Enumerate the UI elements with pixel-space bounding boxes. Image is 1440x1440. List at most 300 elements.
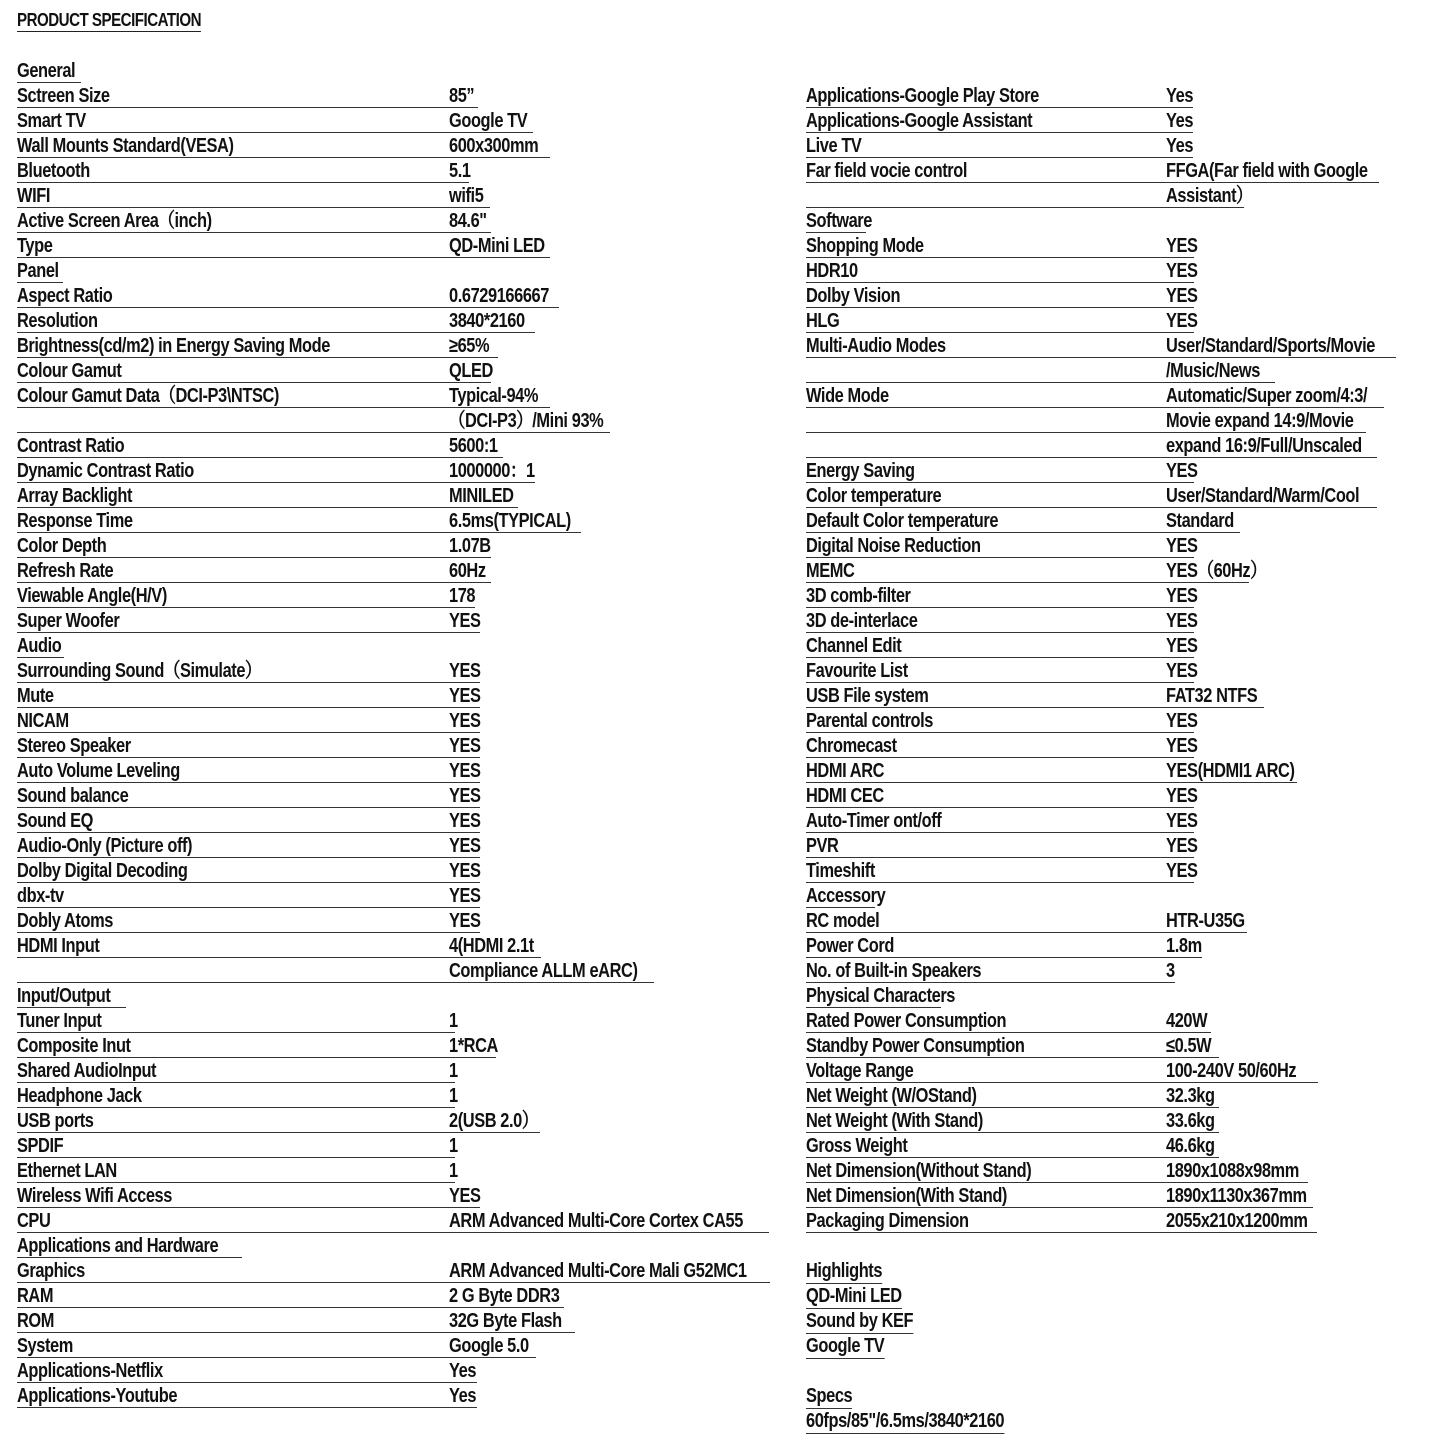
spec-row: [17, 109, 777, 134]
spec-row: [17, 534, 777, 559]
spec-value: 4(HDMI 2.1t: [449, 935, 534, 957]
spec-row: [806, 384, 1426, 409]
spec-value: QLED: [449, 360, 493, 382]
spec-label: Resolution: [17, 310, 98, 332]
section-heading: [17, 59, 777, 84]
spec-value: Yes: [1166, 85, 1194, 107]
spec-row: [17, 1134, 777, 1159]
spec-label: Viewable Angle(H/V): [17, 585, 167, 607]
spec-label: Dolby Digital Decoding: [17, 860, 188, 882]
spec-label: Response Time: [17, 510, 133, 532]
spec-row: [17, 284, 777, 309]
spec-label: Sound EQ: [17, 810, 93, 832]
highlight-line: [806, 1284, 1426, 1309]
highlight-text: Highlights: [806, 1260, 883, 1282]
spec-row: [806, 859, 1426, 884]
spec-value: ARM Advanced Multi-Core Cortex CA55: [449, 1210, 743, 1232]
row-underline: [806, 282, 1194, 283]
spec-row: [17, 759, 777, 784]
spec-label: Chromecast: [806, 735, 897, 757]
spec-label: HDMI CEC: [806, 785, 884, 807]
spec-label: Brightness(cd/m2) in Energy Saving Mode: [17, 335, 330, 357]
spec-value: FAT32 NTFS: [1166, 685, 1258, 707]
spec-row: [806, 1084, 1426, 1109]
spec-row: [17, 1034, 777, 1059]
spec-row: [806, 759, 1426, 784]
spec-value: MINILED: [449, 485, 514, 507]
spec-row: [806, 584, 1426, 609]
spec-row: [17, 434, 777, 459]
spec-value: 33.6kg: [1166, 1110, 1215, 1132]
section-title: Software: [806, 210, 872, 232]
spec-value: YES: [1166, 235, 1198, 257]
spec-label: Ethernet LAN: [17, 1160, 117, 1182]
row-underline: [806, 857, 1194, 858]
spec-value: ≤0.5W: [1166, 1035, 1212, 1057]
spec-value: 2 G Byte DDR3: [449, 1285, 560, 1307]
spec-label: Far field vocie control: [806, 160, 967, 182]
highlight-text: QD-Mini LED: [806, 1285, 902, 1307]
spec-row: [17, 559, 777, 584]
spec-label: Applications-Google Play Store: [806, 85, 1039, 107]
spec-column-left: [17, 59, 777, 1409]
spec-label: Rated Power Consumption: [806, 1010, 1007, 1032]
section-heading: [17, 984, 777, 1009]
spec-label: NICAM: [17, 710, 69, 732]
spec-value: 6.5ms(TYPICAL): [449, 510, 571, 532]
spec-label: Net Weight (W/OStand): [806, 1085, 977, 1107]
spec-value: 1.8m: [1166, 935, 1202, 957]
spec-row: [806, 1209, 1426, 1234]
spec-value: YES: [1166, 860, 1198, 882]
spec-label: Timeshift: [806, 860, 875, 882]
highlight-text: Sound by KEF: [806, 1310, 914, 1332]
spec-row: [17, 134, 777, 159]
spec-row: [17, 209, 777, 234]
spec-row: [806, 409, 1426, 434]
spec-row: [17, 1334, 777, 1359]
spec-value: 100-240V 50/60Hz: [1166, 1060, 1297, 1082]
spec-row: [17, 859, 777, 884]
spec-label: HLG: [806, 310, 840, 332]
spec-value: 0.6729166667: [449, 285, 549, 307]
spec-row: [17, 334, 777, 359]
spec-value: 2(USB 2.0）: [449, 1110, 538, 1132]
spec-label: HDR10: [806, 260, 858, 282]
spec-label: Digital Noise Reduction: [806, 535, 981, 557]
spec-value: YES: [1166, 660, 1198, 682]
spec-value: User/Standard/Sports/Movie: [1166, 335, 1375, 357]
spec-row: [17, 1309, 777, 1334]
spec-row: [806, 1159, 1426, 1184]
spec-row: [17, 184, 777, 209]
spec-row: [806, 659, 1426, 684]
spec-value: YES: [449, 860, 481, 882]
spec-value: 5600:1: [449, 435, 498, 457]
spec-value: YES: [1166, 460, 1198, 482]
spec-value: 420W: [1166, 1010, 1208, 1032]
spec-row: [806, 684, 1426, 709]
spec-row: [17, 459, 777, 484]
spec-label: Auto Volume Leveling: [17, 760, 180, 782]
spec-value: YES: [449, 785, 481, 807]
spacer: [806, 1234, 1426, 1259]
spec-value: YES: [1166, 635, 1198, 657]
spec-row: [17, 1184, 777, 1209]
spec-value: 1: [449, 1060, 458, 1082]
spec-label: Wide Mode: [806, 385, 889, 407]
spec-value: YES: [449, 1185, 481, 1207]
spec-row: [806, 909, 1426, 934]
spec-value: YES: [449, 735, 481, 757]
spec-label: Bluetooth: [17, 160, 90, 182]
spec-label: Sctreen Size: [17, 85, 110, 107]
section-title: Accessory: [806, 885, 886, 907]
spec-value: QD-Mini LED: [449, 235, 545, 257]
section-heading: [17, 634, 777, 659]
spec-value: 32G Byte Flash: [449, 1310, 562, 1332]
spec-value: Google TV: [449, 110, 528, 132]
spec-label: 3D comb-filter: [806, 585, 911, 607]
spec-label: Shopping Mode: [806, 235, 924, 257]
spec-label: Tuner Input: [17, 1010, 102, 1032]
spec-value: 85”: [449, 85, 475, 107]
spec-row: [806, 234, 1426, 259]
spec-row: [806, 259, 1426, 284]
spec-value: YES: [1166, 610, 1198, 632]
spec-value: 60Hz: [449, 560, 486, 582]
spec-value: wifi5: [449, 185, 484, 207]
spec-label: Net Weight (With Stand): [806, 1110, 983, 1132]
spec-row: [806, 784, 1426, 809]
spec-row: [806, 484, 1426, 509]
spec-row: [17, 1259, 777, 1284]
spec-label: Dobly Atoms: [17, 910, 114, 932]
spec-row: [17, 1384, 777, 1409]
spec-label: Composite Inut: [17, 1035, 131, 1057]
spec-row: [806, 509, 1426, 534]
spec-row: [806, 1184, 1426, 1209]
row-underline: [17, 207, 490, 208]
spec-label: Active Screen Area（inch): [17, 210, 212, 232]
spec-label: CPU: [17, 1210, 51, 1232]
spec-row: [806, 434, 1426, 459]
spec-value: Compliance ALLM eARC): [449, 960, 638, 982]
spec-row: [17, 1109, 777, 1134]
spec-value: Google 5.0: [449, 1335, 529, 1357]
spec-row: [17, 734, 777, 759]
spec-row: [806, 809, 1426, 834]
section-title: Audio: [17, 635, 62, 657]
spec-value: 5.1: [449, 160, 471, 182]
spec-value: YES: [1166, 835, 1198, 857]
spec-value: （DCI-P3）/Mini 93%: [449, 410, 604, 432]
spacer: [806, 1359, 1426, 1384]
spec-value: expand 16:9/Full/Unscaled: [1166, 435, 1362, 457]
highlight-line: [806, 1384, 1426, 1409]
spec-label: Color Depth: [17, 535, 107, 557]
spec-value: Yes: [1166, 135, 1194, 157]
spec-row: [17, 234, 777, 259]
row-underline: [806, 157, 1193, 158]
spec-label: MEMC: [806, 560, 855, 582]
spec-value: 1: [449, 1085, 458, 1107]
section-title: Physical Characters: [806, 985, 956, 1007]
spec-value: 1890x1130x367mm: [1166, 1185, 1307, 1207]
spec-label: Auto-Timer ont/off: [806, 810, 942, 832]
spec-value: 1: [449, 1135, 458, 1157]
spec-row: [806, 1009, 1426, 1034]
spec-label: Color temperature: [806, 485, 942, 507]
spec-row: [17, 309, 777, 334]
spec-value: YES: [1166, 310, 1198, 332]
row-underline: [17, 732, 480, 733]
spec-row: [17, 1059, 777, 1084]
spec-row: [806, 609, 1426, 634]
spec-value: /Music/News: [1166, 360, 1260, 382]
spec-label: WIFI: [17, 185, 50, 207]
spec-label: Wireless Wifi Access: [17, 1185, 172, 1207]
spec-value: 2055x210x1200mm: [1166, 1210, 1308, 1232]
spec-row: [806, 459, 1426, 484]
spec-row: [806, 559, 1426, 584]
spec-value: YES: [1166, 810, 1198, 832]
spec-row: [806, 309, 1426, 334]
spec-label: Array Backlight: [17, 485, 133, 507]
section-heading: [806, 884, 1426, 909]
spec-label: Favourite List: [806, 660, 908, 682]
spec-row: [17, 1284, 777, 1309]
spec-label: Parental controls: [806, 710, 934, 732]
spec-row: [806, 334, 1426, 359]
highlight-line: [806, 1259, 1426, 1284]
spec-value: YES: [449, 710, 481, 732]
spec-value: 1000000：1: [449, 460, 535, 482]
spec-value: HTR-U35G: [1166, 910, 1245, 932]
spec-label: PVR: [806, 835, 839, 857]
spec-value: 1.07B: [449, 535, 491, 557]
spec-row: [17, 909, 777, 934]
spec-value: 84.6": [449, 210, 487, 232]
row-underline: [806, 332, 1194, 333]
spec-row: [806, 159, 1426, 184]
spec-value: 178: [449, 585, 476, 607]
spec-value: 600x300mm: [449, 135, 539, 157]
spec-value: YES: [1166, 260, 1198, 282]
section-title: General: [17, 60, 76, 82]
spec-row: [806, 134, 1426, 159]
spec-row: [17, 934, 777, 959]
spec-label: 3D de-interlace: [806, 610, 918, 632]
spec-row: [806, 734, 1426, 759]
spec-label: Net Dimension(With Stand): [806, 1185, 1007, 1207]
spec-label: Multi-Audio Modes: [806, 335, 946, 357]
spec-label: Type: [17, 235, 53, 257]
highlight-text: 60fps/85"/6.5ms/3840*2160: [806, 1410, 1005, 1432]
spec-label: Live TV: [806, 135, 862, 157]
spec-label: No. of Built-in Speakers: [806, 960, 982, 982]
spec-row: [806, 934, 1426, 959]
spec-label: Applications-Youtube: [17, 1385, 178, 1407]
highlight-text: Google TV: [806, 1335, 885, 1357]
spec-label: Audio-Only (Picture off): [17, 835, 193, 857]
spec-label: Dynamic Contrast Ratio: [17, 460, 194, 482]
spec-label: Default Color temperature: [806, 510, 999, 532]
spec-value: YES: [1166, 785, 1198, 807]
spec-value: 3: [1166, 960, 1175, 982]
spec-value: YES: [449, 660, 481, 682]
spec-value: YES: [1166, 585, 1198, 607]
spec-label: Colour Gamut: [17, 360, 122, 382]
spec-label: Net Dimension(Without Stand): [806, 1160, 1032, 1182]
spec-row: [17, 509, 777, 534]
spec-row: [806, 1034, 1426, 1059]
section-heading: [17, 259, 777, 284]
spec-label: Energy Saving: [806, 460, 915, 482]
spec-row: [17, 584, 777, 609]
spec-value: YES: [1166, 710, 1198, 732]
row-underline: [17, 907, 480, 908]
spec-value: Automatic/Super zoom/4:3/: [1166, 385, 1368, 407]
spec-row: [806, 534, 1426, 559]
spec-label: Sound balance: [17, 785, 129, 807]
spec-row: [806, 834, 1426, 859]
spec-label: Gross Weight: [806, 1135, 908, 1157]
spec-value: YES: [449, 685, 481, 707]
spec-row: [17, 1359, 777, 1384]
spec-value: YES: [449, 810, 481, 832]
spec-row: [806, 284, 1426, 309]
spec-label: System: [17, 1335, 73, 1357]
spec-value: 3840*2160: [449, 310, 525, 332]
row-underline: [17, 1157, 455, 1158]
spec-value: Yes: [449, 1360, 477, 1382]
spec-value: YES: [449, 760, 481, 782]
spec-label: Dolby Vision: [806, 285, 901, 307]
spec-value: Yes: [449, 1385, 477, 1407]
spec-value: User/Standard/Warm/Cool: [1166, 485, 1360, 507]
spec-value: YES: [1166, 535, 1198, 557]
spec-row: [17, 1159, 777, 1184]
spec-value: 1890x1088x98mm: [1166, 1160, 1299, 1182]
spec-row: [806, 109, 1426, 134]
spec-label: Shared AudioInput: [17, 1060, 157, 1082]
section-title: Applications and Hardware: [17, 1235, 219, 1257]
spec-row: [17, 959, 777, 984]
spec-label: RC model: [806, 910, 880, 932]
page-title: PRODUCT SPECIFICATION: [17, 10, 202, 30]
spec-row: [17, 1209, 777, 1234]
spec-value: YES: [449, 835, 481, 857]
spec-row: [806, 1109, 1426, 1134]
spec-row: [17, 609, 777, 634]
spec-value: FFGA(Far field with Google: [1166, 160, 1368, 182]
spec-row: [17, 359, 777, 384]
spec-value: 1*RCA: [449, 1035, 498, 1057]
section-title: Panel: [17, 260, 59, 282]
spec-label: ROM: [17, 1310, 55, 1332]
spec-value: Movie expand 14:9/Movie: [1166, 410, 1354, 432]
spec-row: [806, 359, 1426, 384]
spec-row: [17, 159, 777, 184]
spec-label: Refresh Rate: [17, 560, 114, 582]
section-heading: [806, 984, 1426, 1009]
section-heading: [806, 209, 1426, 234]
highlight-line: [806, 1409, 1426, 1434]
spec-value: ARM Advanced Multi-Core Mali G52MC1: [449, 1260, 747, 1282]
spec-label: RAM: [17, 1285, 54, 1307]
spec-row: [806, 84, 1426, 109]
section-title: Input/Output: [17, 985, 111, 1007]
spec-value: YES: [449, 885, 481, 907]
spec-row: [806, 1059, 1426, 1084]
spec-row: [17, 384, 777, 409]
row-underline: [17, 707, 480, 708]
spec-row: [17, 484, 777, 509]
spec-value: Assistant）: [1166, 185, 1253, 207]
spec-label: Wall Mounts Standard(VESA): [17, 135, 234, 157]
spec-row: [806, 1134, 1426, 1159]
spec-label: Contrast Ratio: [17, 435, 125, 457]
spec-row: [17, 809, 777, 834]
spec-row: [17, 659, 777, 684]
spec-value: YES: [449, 610, 481, 632]
spec-label: Smart TV: [17, 110, 86, 132]
highlight-text: Specs: [806, 1385, 853, 1407]
highlight-line: [806, 1309, 1426, 1334]
spec-label: Super Woofer: [17, 610, 120, 632]
spec-row: [806, 709, 1426, 734]
spec-value: Typical-94%: [449, 385, 539, 407]
spec-value: 1: [449, 1160, 458, 1182]
spec-label: Stereo Speaker: [17, 735, 131, 757]
spec-row: [17, 1084, 777, 1109]
spec-label: Channel Edit: [806, 635, 902, 657]
spec-value: ≥65%: [449, 335, 490, 357]
spec-label: Aspect Ratio: [17, 285, 113, 307]
spec-row: [806, 634, 1426, 659]
spec-label: USB File system: [806, 685, 929, 707]
spec-row: [806, 184, 1426, 209]
spec-label: HDMI Input: [17, 935, 100, 957]
spec-value: YES: [449, 910, 481, 932]
spec-label: Packaging Dimension: [806, 1210, 969, 1232]
spec-row: [806, 959, 1426, 984]
highlight-line: [806, 1334, 1426, 1359]
spec-row: [17, 884, 777, 909]
spec-label: Headphone Jack: [17, 1085, 142, 1107]
spec-label: SPDIF: [17, 1135, 64, 1157]
spec-value: Yes: [1166, 110, 1194, 132]
spec-label: HDMI ARC: [806, 760, 885, 782]
spec-label: Graphics: [17, 1260, 85, 1282]
spec-label: Voltage Range: [806, 1060, 914, 1082]
spec-label: Applications-Google Assistant: [806, 110, 1033, 132]
spec-value: YES: [1166, 285, 1198, 307]
spec-label: Applications-Netflix: [17, 1360, 163, 1382]
spec-row: [17, 1009, 777, 1034]
spec-label: Surrounding Sound（Simulate）: [17, 660, 262, 682]
spec-value: 32.3kg: [1166, 1085, 1215, 1107]
spec-value: 46.6kg: [1166, 1135, 1215, 1157]
spec-value: YES（60Hz）: [1166, 560, 1267, 582]
spec-value: YES: [1166, 735, 1198, 757]
spec-label: Power Cord: [806, 935, 894, 957]
spec-label: dbx-tv: [17, 885, 64, 907]
spec-row: [17, 684, 777, 709]
spec-row: [17, 834, 777, 859]
spec-row: [17, 784, 777, 809]
